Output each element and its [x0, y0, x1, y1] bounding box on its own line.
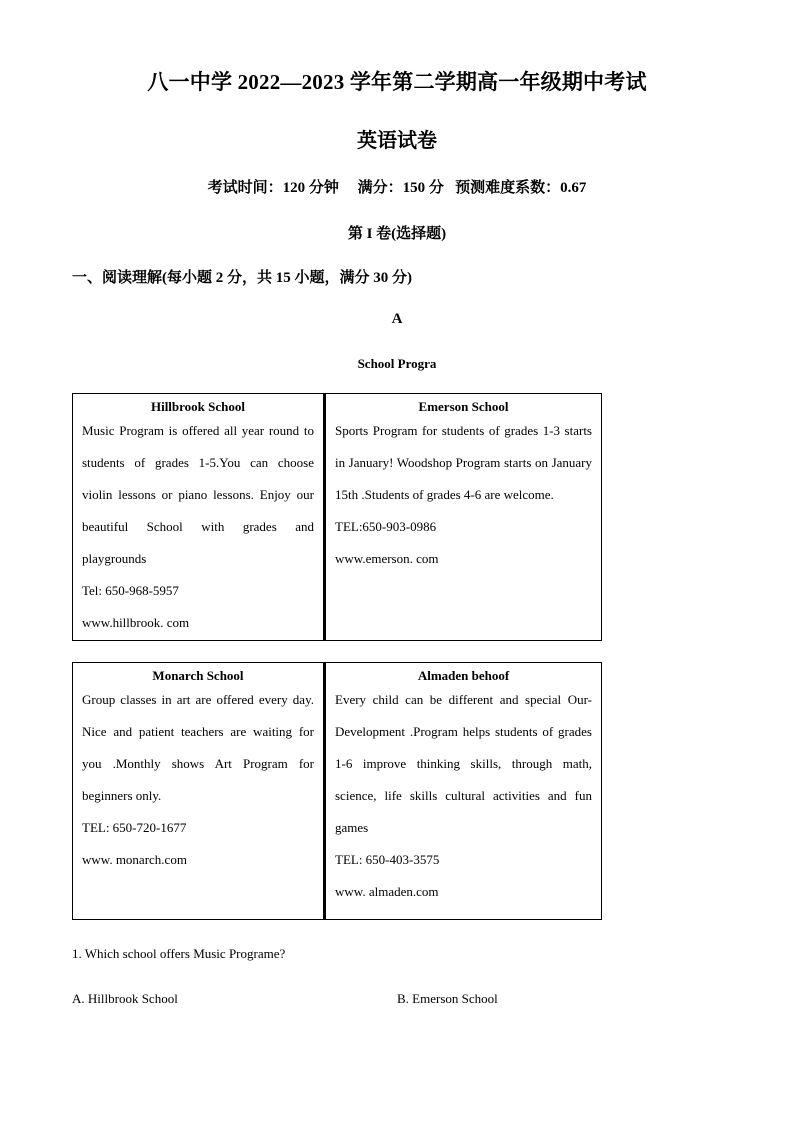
school-phone: TEL: 650-403-3575 [335, 852, 440, 867]
option-a[interactable]: A. Hillbrook School [72, 991, 178, 1006]
school-card-emerson [324, 393, 602, 641]
school-website: www. monarch.com [82, 852, 187, 867]
school-phone: TEL: 650-720-1677 [82, 820, 187, 835]
school-description: Every child can be different and special Our-Development .Program helps students of grades 1-6 improve thinking skills, through math, science, life skills cultural activities and fun games [335, 692, 592, 835]
question-text: 1. Which school offers Music Programe? [72, 946, 286, 961]
school-table-top [72, 393, 602, 641]
school-website: www.emerson. com [335, 551, 439, 566]
school-name: Emerson School [418, 399, 509, 414]
exam-time: 考试时间：120 分钟 [207, 180, 339, 196]
school-website: www. almaden.com [335, 884, 439, 899]
exam-title: 八一中学 2022—2023 学年第二学期高一年级期中考试 [147, 70, 647, 94]
school-table-bottom [72, 662, 602, 920]
section-heading: 一、阅读理解(每小题 2 分，共 15 小题，满分 30 分) [72, 270, 412, 286]
school-card-monarch [72, 662, 324, 920]
passage-title: School Progra [357, 356, 437, 371]
exam-meta [0, 176, 794, 197]
school-description: Sports Program for students of grades 1-3 starts in January! Woodshop Program starts on January 15th .Students of grades 4-6 are welcome. [335, 423, 592, 502]
school-name: Monarch School [152, 668, 244, 683]
full-score: 满分：150 分 [357, 180, 444, 196]
option-b[interactable]: B. Emerson School [397, 991, 498, 1006]
passage-letter: A [391, 311, 403, 327]
difficulty: 预测难度系数：0.67 [455, 180, 587, 196]
school-phone: Tel: 650-968-5957 [82, 583, 179, 598]
school-website: www.hillbrook. com [82, 615, 190, 630]
school-card-almaden [324, 662, 602, 920]
volume-heading: 第 I 卷(选择题) [347, 226, 447, 242]
school-description: Group classes in art are offered every day. Nice and patient teachers are waiting for you .Monthly shows Art Program for beginners only. [82, 692, 314, 803]
school-card-hillbrook [72, 393, 324, 641]
exam-subtitle: 英语试卷 [357, 130, 437, 152]
school-description: Music Program is offered all year round to students of grades 1-5.You can choose violin lessons or piano lessons. Enjoy our beautiful School with grades and playgrounds [82, 423, 314, 566]
school-phone: TEL:650-903-0986 [335, 519, 437, 534]
school-name: Hillbrook School [150, 399, 246, 414]
school-name: Almaden behoof [417, 668, 510, 683]
